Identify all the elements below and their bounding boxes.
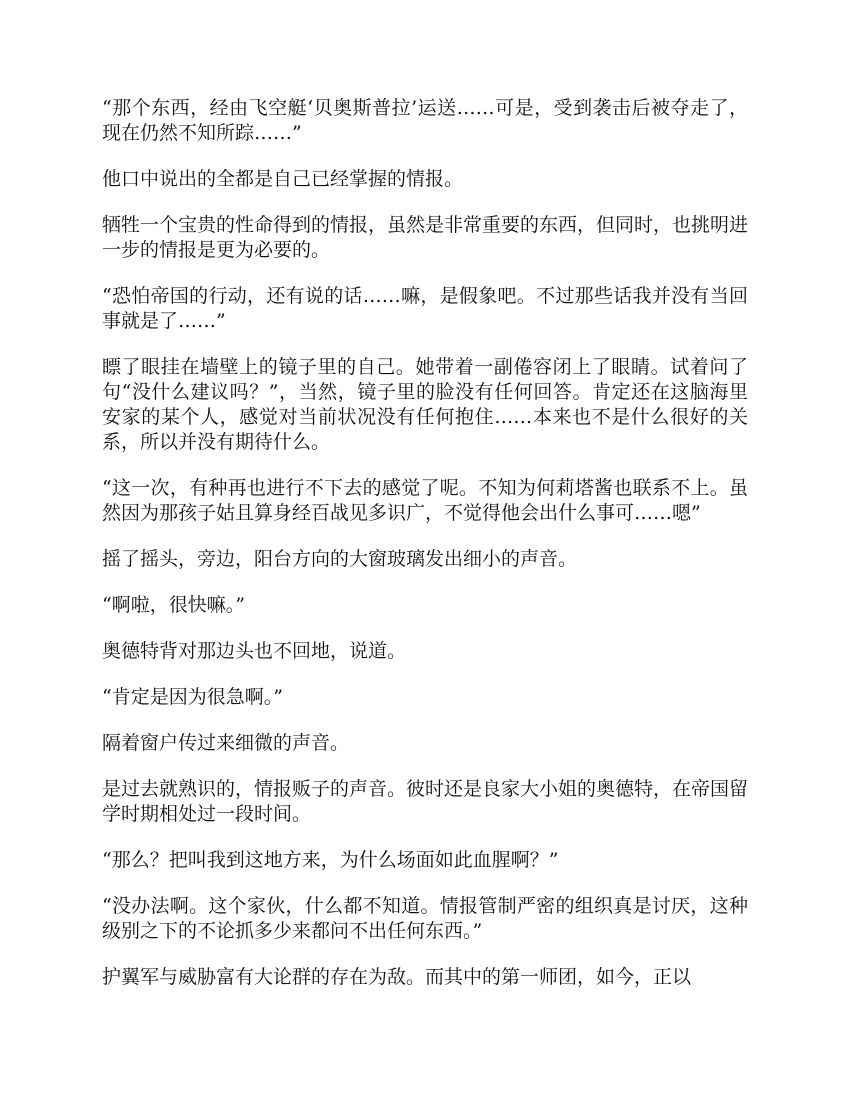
paragraph: “这一次，有种再也进行不下去的感觉了呢。不知为何莉塔酱也联系不上。虽然因为那孩子姑且算身经百战见多识广，不觉得他会出什么事可……嗯” xyxy=(102,477,748,524)
paragraph: “那个东西，经由飞空艇‘贝奥斯普拉’运送……可是，受到袭击后被夺走了，现在仍然不知所踪……” xyxy=(102,97,748,144)
paragraph: 他口中说出的全都是自己已经掌握的情报。 xyxy=(102,168,464,190)
paragraph: “恐怕帝国的行动，还有说的话……嘛，是假象吧。不过那些话我并没有当回事就是了……” xyxy=(102,285,748,332)
paragraph: 是过去就熟识的，情报贩子的声音。彼时还是良家大小姐的奥德特，在帝国留学时期相处过一段时间。 xyxy=(102,778,749,825)
paragraph: “没办法啊。这个家伙，什么都不知道。情报管制严密的组织真是讨厌，这种级别之下的不论抓多少来都问不出任何东西。” xyxy=(102,895,748,942)
paragraph: “那么？把叫我到这地方来，为什么场面如此血腥啊？” xyxy=(102,849,559,871)
paragraph: “啊啦，很快嘛。” xyxy=(102,594,245,616)
paragraph: 护翼军与威胁富有大论群的存在为敌。而其中的第一师团，如今，正以 xyxy=(102,966,692,988)
paragraph: 瞟了眼挂在墙壁上的镜子里的自己。她带着一副倦容闭上了眼睛。试着问了句“没什么建议吗？”，当然，镜子里的脸没有任何回答。肯定还在这脑海里安家的某个人，感觉对当前状况没有任何抱住……本来也不是什么很好的关系，所以并没有期待什么。 xyxy=(102,356,748,453)
paragraph: 摇了摇头，旁边，阳台方向的大窗玻璃发出细小的声音。 xyxy=(102,548,578,570)
paragraph: 牺牲一个宝贵的性命得到的情报，虽然是非常重要的东西，但同时，也挑明进一步的情报是更为必要的。 xyxy=(102,214,749,261)
paragraph: 隔着窗户传过来细微的声音。 xyxy=(102,732,350,754)
paragraph: “肯定是因为很急啊。” xyxy=(102,686,283,708)
paragraph: 奥德特背对那边头也不回地，说道。 xyxy=(102,640,407,662)
